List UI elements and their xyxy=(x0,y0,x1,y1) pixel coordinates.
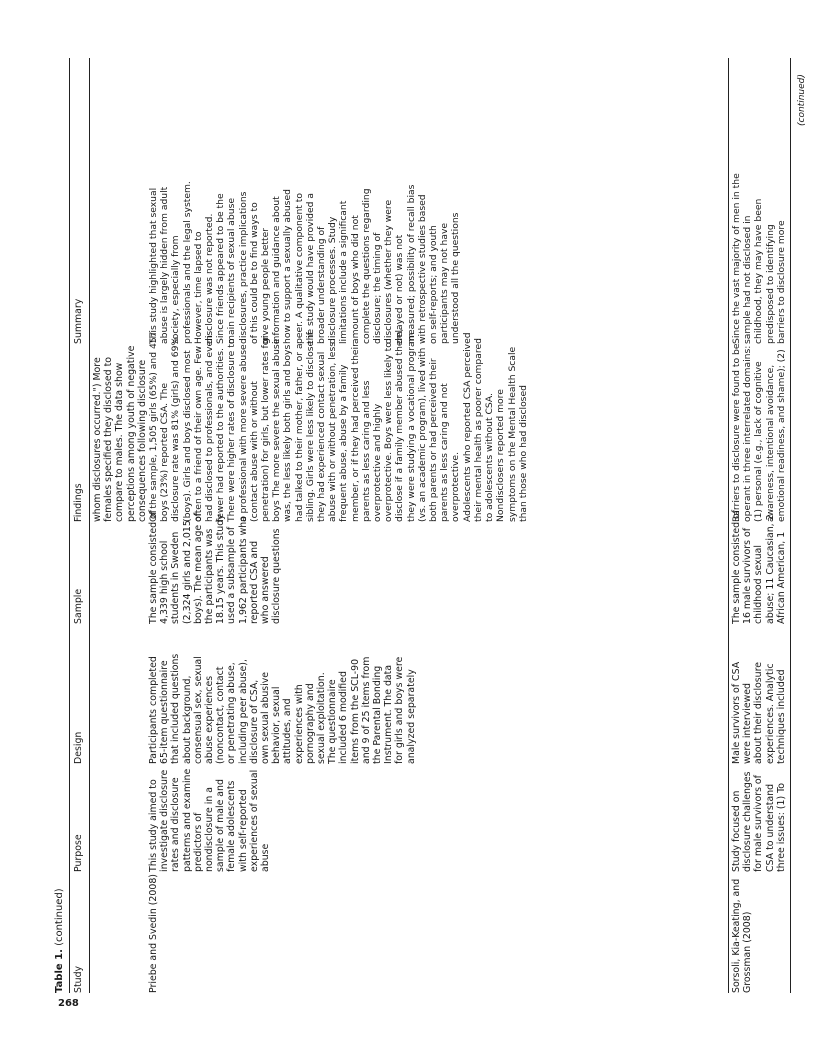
text-line: disclosure was not reported. xyxy=(204,213,216,344)
text-line: overprotective. Boys were less likely to xyxy=(383,342,395,522)
text-line: abuse with or without penetration, less xyxy=(327,341,339,522)
text-line: (noncontact, contact xyxy=(215,666,227,764)
text-line: Male survivors of CSA xyxy=(731,661,742,764)
text-line: CSA to understand xyxy=(764,783,776,872)
text-line: give young people better xyxy=(260,227,272,344)
text-line: overprotective. xyxy=(450,452,462,522)
text-line: This study highlighted that sexual xyxy=(148,187,159,344)
text-line: disclosure of CSA, xyxy=(248,679,260,764)
text-line: the participants was xyxy=(204,528,216,624)
cell-sample xyxy=(148,509,283,624)
row-divider xyxy=(728,58,729,993)
text-line: both parents or had perceived their xyxy=(428,358,440,522)
text-line: disclosures, practice implications xyxy=(237,191,249,344)
text-line: member, or if they had perceived their xyxy=(349,343,361,522)
text-line: techniques included xyxy=(775,669,787,764)
text-line: awareness, intentional avoidance, xyxy=(764,364,776,522)
text-line: with self-reported xyxy=(237,789,249,872)
text-line: amount of boys who did not xyxy=(349,215,361,344)
text-line: disclosure challenges xyxy=(742,771,754,872)
text-line: emotional readiness, and shame); (2) xyxy=(775,349,787,522)
text-line: females specified they disclosed to xyxy=(103,357,115,522)
text-line: limitations include a significant xyxy=(338,200,350,344)
text-line: consensual sex, sexual xyxy=(192,656,204,764)
text-line: pornography and xyxy=(304,683,316,764)
continued-note: (continued) xyxy=(797,74,807,126)
cell-summary xyxy=(731,158,787,344)
text-line: parents as less caring and not xyxy=(439,383,451,522)
text-line: disclose if a family member abused them, xyxy=(394,328,406,522)
text-line: had talked to their mother, father, or a xyxy=(293,343,305,522)
text-line: about background, xyxy=(181,675,193,764)
text-line: boys (23%) reported CSA. The xyxy=(159,382,171,522)
text-line: included 6 modified xyxy=(338,671,350,764)
cell-design xyxy=(731,628,787,764)
text-line: to adolescents without CSA. xyxy=(484,393,496,522)
text-line: Since the vast majority of men in the xyxy=(731,173,742,344)
text-line: boys The more severe the sexual abuse xyxy=(271,338,283,522)
text-line: boys). The mean age of xyxy=(192,512,204,624)
text-line: Adolescents who reported CSA perceived xyxy=(461,332,473,522)
text-line: experiences of sexual xyxy=(248,769,260,872)
text-line: abuse; 11 Caucasian, 2 xyxy=(764,514,776,624)
text-line: behavior, sexual xyxy=(271,686,283,764)
header-findings: Findings xyxy=(73,483,84,522)
cell-findings xyxy=(148,328,529,522)
text-line: abuse experiences xyxy=(204,675,216,764)
text-line: for male survivors of xyxy=(753,775,765,872)
text-line: professionals and the legal system. xyxy=(181,181,193,344)
text-line: measured; possibility of recall bias xyxy=(405,184,417,344)
text-line: 4,339 high school xyxy=(159,540,171,624)
text-line: The sample consisted of xyxy=(148,509,159,624)
text-line: (contact abuse with or without xyxy=(248,381,260,522)
text-line: disclosures (whether they were xyxy=(383,199,395,344)
cell-purpose xyxy=(731,768,787,872)
header-design: Design xyxy=(73,731,84,764)
text-line: Study focused on xyxy=(731,790,742,872)
table-bottom-rule xyxy=(790,58,791,993)
text-line: investigate disclosure xyxy=(159,769,171,872)
text-line: participants may not have xyxy=(439,222,451,344)
cell-findings xyxy=(731,343,787,522)
text-line: their mental health as poorer compared xyxy=(472,338,484,522)
header-study: Study xyxy=(73,965,84,993)
text-line: childhood, they may have been xyxy=(753,198,765,344)
text-line: often to a friend of their own age. Few xyxy=(192,345,204,522)
text-line: reported CSA and xyxy=(248,540,260,624)
text-line: (2,324 girls and 2,015 xyxy=(181,520,193,624)
text-line: Since friends appeared to be the xyxy=(215,193,227,344)
text-line: overprotective and highly xyxy=(372,403,384,522)
text-line: Of the sample, 1,505 girls (65%) and 457 xyxy=(148,331,159,522)
text-line: abuse xyxy=(260,843,272,872)
text-line: three issues: (1) To xyxy=(775,782,787,872)
text-line: (boys). Girls and boys disclosed most xyxy=(181,350,193,522)
text-line: analyzed separately xyxy=(405,669,417,764)
text-line: There were higher rates of disclosure to xyxy=(226,338,238,522)
cell-design xyxy=(148,628,417,764)
text-line: 65-item questionnaire xyxy=(159,660,171,764)
text-line: or penetrating abuse, xyxy=(226,662,238,764)
text-line: frequent abuse, abuse by a family xyxy=(338,364,350,522)
text-line: they had experienced contact sexual xyxy=(316,351,328,522)
text-line: sample of male and xyxy=(215,779,227,872)
text-line: main recipients of sexual abuse xyxy=(226,197,238,344)
text-line: (1) personal (e.g., lack of cognitive xyxy=(753,361,765,522)
text-line: Priebe and Svedin (2008) xyxy=(148,874,159,993)
text-line: penetration) for girls, but lower rates for xyxy=(260,335,272,522)
table-title-label: Table 1. xyxy=(54,949,65,993)
header-purpose: Purpose xyxy=(73,834,84,872)
cell-study xyxy=(148,875,159,993)
text-line: disclosure processes. Study xyxy=(327,216,339,344)
cell-summary xyxy=(148,158,462,344)
text-line: delayed or not) was not xyxy=(394,234,406,344)
text-line: including peer abuse), xyxy=(237,659,249,764)
text-line: complete the questions regarding xyxy=(360,188,372,344)
text-line: compare to males. The data show xyxy=(114,362,126,522)
text-line: than those who had disclosed xyxy=(517,385,529,522)
text-line: 16 male survivors of xyxy=(742,527,754,624)
text-line: The questionnaire xyxy=(327,679,339,764)
text-line: Barriers to disclosure were found to be xyxy=(731,343,742,522)
text-line: who answered xyxy=(260,556,272,624)
text-line: symptoms on the Mental Health Scale xyxy=(506,346,518,522)
text-line: operant in three interrelated domains: xyxy=(742,345,754,522)
text-line: for girls and boys were xyxy=(394,656,406,764)
text-line: broader understanding of xyxy=(316,226,328,344)
text-line: The sample consisted of xyxy=(731,509,742,624)
text-line: perceptions among youth of negative xyxy=(125,345,137,522)
table-top-rule xyxy=(69,58,70,993)
text-line: Sorsoli, Kia-Keating, and xyxy=(731,878,742,993)
text-line: the study would have provided a xyxy=(304,192,316,344)
text-line: This study aimed to xyxy=(148,779,159,872)
text-line: Grossman (2008) xyxy=(742,911,754,993)
text-line: that included questions xyxy=(170,653,182,764)
text-line: consequences following disclosure xyxy=(136,359,148,522)
text-line: African American, 1 xyxy=(775,531,787,624)
page-number: 268 xyxy=(58,998,79,1009)
text-line: information and guidance about xyxy=(271,196,283,344)
text-line: used a subsample of xyxy=(226,526,238,624)
text-line: sexual exploitation. xyxy=(316,672,328,764)
table-title-suffix: (continued) xyxy=(54,888,65,950)
text-line: experiences with xyxy=(293,684,305,764)
cell-study xyxy=(731,875,753,993)
text-line: sample had not disclosed in xyxy=(742,215,754,344)
text-line: had disclosed to professionals, and even xyxy=(204,334,216,522)
text-line: parents as less caring and less xyxy=(360,380,372,522)
text-line: students in Sweden xyxy=(170,531,182,624)
text-line: on self-reports; and youth xyxy=(428,225,440,344)
text-line: they were studying a vocational program xyxy=(405,332,417,522)
text-line: Participants completed xyxy=(148,656,159,764)
text-line: childhood sexual xyxy=(753,545,765,624)
text-line: and 9 of 25 items from xyxy=(360,656,372,764)
text-line: society, especially from xyxy=(170,235,182,344)
text-line: abuse is largely hidden from adult xyxy=(159,186,171,344)
text-line: with retrospective studies based xyxy=(416,194,428,344)
text-line: Instrument. The data xyxy=(383,664,395,764)
text-line: was, the less likely both girls and boys xyxy=(282,344,294,522)
text-line: a professional with more severe abuse xyxy=(237,344,249,522)
text-line: peer. A qualitative component to xyxy=(293,192,305,344)
text-line: Nondisclosers reported more xyxy=(495,389,507,522)
text-line: barriers to disclosure more xyxy=(775,220,787,344)
text-line: predictors of xyxy=(192,812,204,872)
header-sample: Sample xyxy=(73,588,84,624)
text-line: the Parental Bonding xyxy=(372,665,384,764)
text-line: predisposed to identifying xyxy=(764,224,776,344)
text-line: disclosure questions xyxy=(271,528,283,624)
text-line: female adolescents xyxy=(226,780,238,872)
text-line: fewer had reported to the authorities. xyxy=(215,348,227,522)
text-line: how to support a sexually abused xyxy=(282,189,294,344)
header-summary: Summary xyxy=(73,298,84,344)
text-line: of this could be to find ways to xyxy=(248,202,260,344)
text-line: understood all the questions xyxy=(450,212,462,344)
text-line: nondisclosure in a xyxy=(204,786,216,872)
text-line: attitudes, and xyxy=(282,698,294,764)
text-line: However, time lapsed to xyxy=(192,231,204,344)
text-line: sibling. Girls were less likely to disclose if xyxy=(304,332,316,522)
text-line: (vs. an academic program), lived with xyxy=(416,347,428,522)
text-line: 18.15 years. This study xyxy=(215,514,227,624)
cell-sample xyxy=(731,509,787,624)
text-line: rates and disclosure xyxy=(170,777,182,872)
text-line: about their disclosure xyxy=(753,661,765,764)
text-line: whom disclosures occurred.") More xyxy=(92,357,103,522)
table-title xyxy=(54,888,65,993)
text-line: disclosure rate was 81% (girls) and 69% xyxy=(170,336,182,522)
text-line: patterns and examine xyxy=(181,768,193,872)
text-line: items from the SCL-90 xyxy=(349,658,361,764)
cell-purpose xyxy=(148,768,271,872)
text-line: were interviewed xyxy=(742,683,754,764)
findings-carryover xyxy=(92,345,148,522)
text-line: experiences. Analytic xyxy=(764,663,776,764)
text-line: 1,962 participants who xyxy=(237,516,249,624)
header-rule xyxy=(89,58,90,993)
text-line: disclosure; the timing of xyxy=(372,232,384,344)
text-line: own sexual abusive xyxy=(260,671,272,764)
